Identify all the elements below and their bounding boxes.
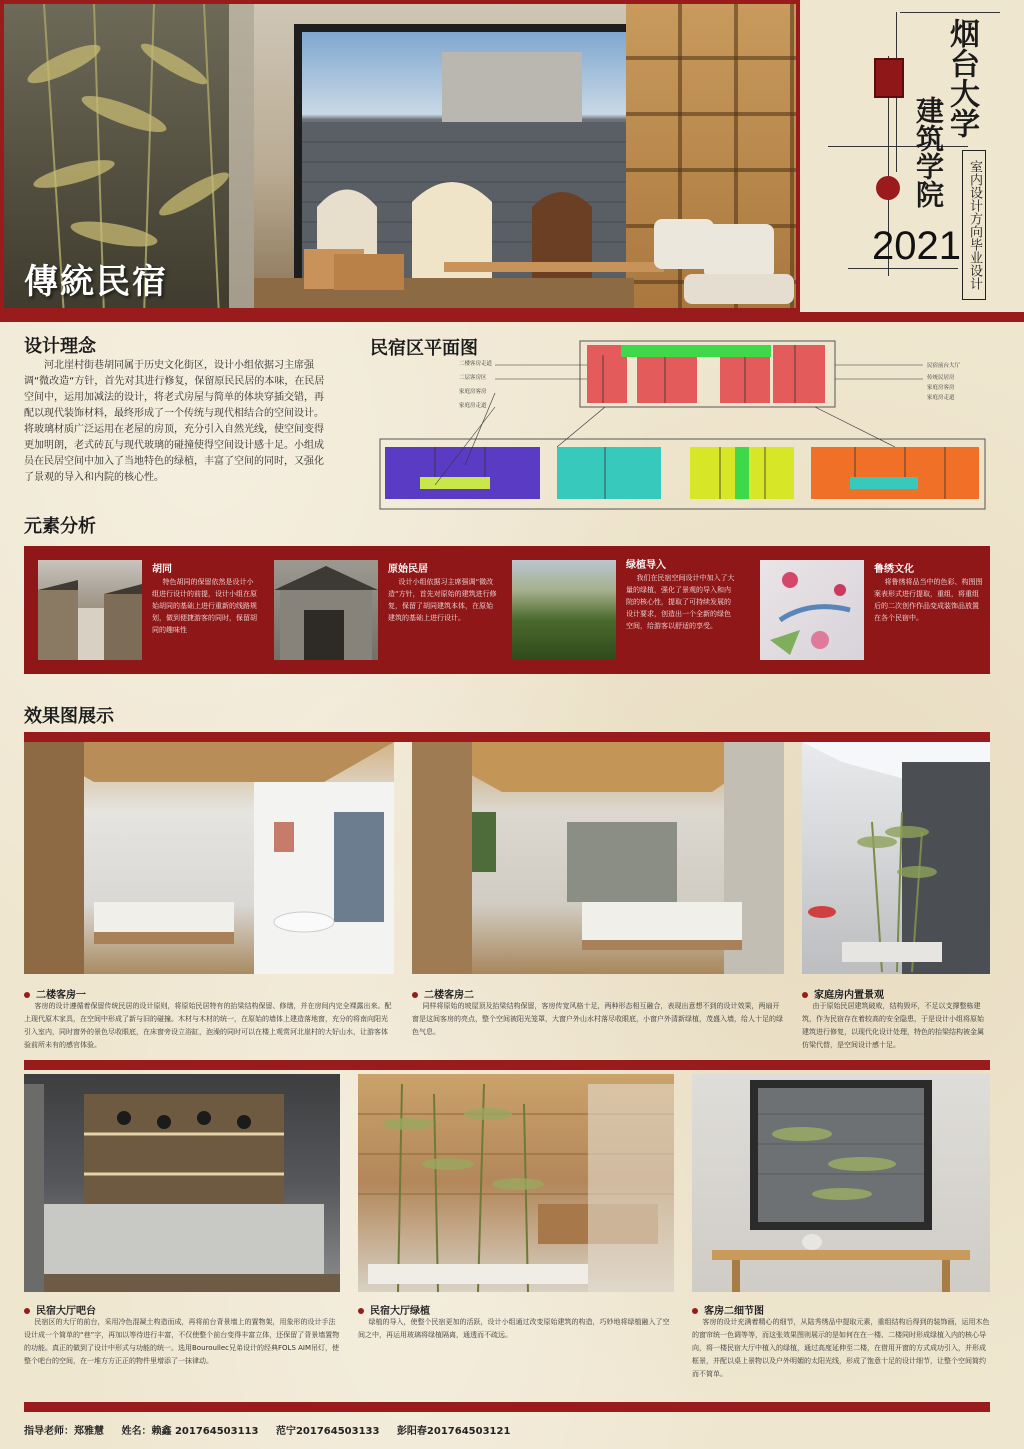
design-concept-title: 设计理念 bbox=[24, 336, 96, 357]
guest-room-one-illustration bbox=[24, 742, 394, 974]
caption-head bbox=[24, 986, 86, 1001]
member-3: 彭阳春201764503121 bbox=[396, 1426, 511, 1437]
plan-label: 家庭房走道 bbox=[927, 395, 955, 401]
caption-head bbox=[412, 986, 474, 1001]
caption-head bbox=[358, 1302, 430, 1317]
hutong-photo bbox=[38, 560, 142, 660]
floor-plan-drawing bbox=[375, 335, 995, 515]
element-text: 我们在民宿空间设计中加入了大量的绿植，强化了景观的导入和内院的核心性，提取了可持续发展的设计要求，创造出一个全新的绿色空间，给游客以舒适的享受。 bbox=[626, 574, 735, 630]
title-frame-line bbox=[828, 146, 968, 147]
year: 2021 bbox=[872, 224, 961, 268]
element-analysis-title: 元素分析 bbox=[24, 516, 96, 537]
plan-label: 家庭房客房 bbox=[459, 389, 487, 395]
plan-label: 二层客房区 bbox=[459, 375, 487, 381]
caption-head bbox=[802, 986, 884, 1001]
caption-text: 由于原始民居建筑破败，结构毁坏，不足以支撑整栋建筑，作为民宿存在着较高的安全隐患，于是设计小组将原始建筑进行修复，以现代化设计处理，特色的抬梁结构被金属仿梁代替，是空间设计感十足。 bbox=[802, 1002, 984, 1049]
family-room-landscape-illustration bbox=[802, 742, 990, 974]
element-name: 原始民居 bbox=[388, 564, 428, 575]
caption-head bbox=[692, 1302, 764, 1317]
bullet-dot bbox=[802, 992, 808, 998]
design-concept-text: 河北崖村街巷胡同属于历史文化街区，设计小组依据习主席强调“微改造“方针，首先对其进行修复，保留原民民居的本味，在民居空间中，运用加减法的设计，将老式房屋与简单的体块穿插交错，再配以现代装饰材料，最终形成了一个传统与现代相结合的空间设计。将玻璃材质广泛运用在老屋的房顶，充分引入自然光线，使空间变得更加明朗，老式砖瓦与现代玻璃的碰撞使得空间设计感十足。小组成员在民居空间中加入了当地特色的绿植，丰富了空间的同时，又强化了景观的导入和内院的核心性。 bbox=[24, 360, 325, 483]
guest-room-two-illustration bbox=[412, 742, 784, 974]
lu-embroidery-photo bbox=[760, 560, 864, 660]
room-two-detail-rendering bbox=[692, 1074, 990, 1292]
lobby-greenery-illustration bbox=[358, 1074, 674, 1292]
red-seal-stamp bbox=[874, 58, 904, 98]
old-house-illustration bbox=[274, 560, 378, 660]
guest-room-two-rendering bbox=[412, 742, 784, 974]
hutong-illustration bbox=[38, 560, 142, 660]
renderings-title: 效果图展示 bbox=[24, 706, 114, 727]
sofa-seat bbox=[684, 274, 794, 304]
caption-title: 二楼客房一 bbox=[36, 990, 86, 1001]
element-name: 胡同 bbox=[152, 564, 172, 575]
credits-footer bbox=[24, 1422, 524, 1437]
bullet-dot bbox=[692, 1308, 698, 1314]
bullet-dot bbox=[358, 1308, 364, 1314]
university-name: 烟台大学 bbox=[944, 18, 979, 138]
caption-text: 绿植的导入，使整个民宿更加的活跃，设计小组通过改变原始建筑的构造，巧妙地将绿植融入了空间之中，再运用玻璃将绿植隔离，通透而不疏远。 bbox=[358, 1318, 670, 1339]
element-text: 将鲁绣将品当中的色彩、构图图案表形式进行提取，重组，将重组后的二次创作作品变成装饰品放置在各个民宿中。 bbox=[874, 578, 983, 622]
subtitle-box: 室内设计方向毕业设计 bbox=[962, 150, 986, 300]
plan-label: 民宿前台大厅 bbox=[927, 363, 961, 369]
old-house-photo bbox=[274, 560, 378, 660]
bullet-dot bbox=[24, 992, 30, 998]
plan-label: 家庭房走道 bbox=[459, 403, 487, 409]
footer-band bbox=[24, 1402, 990, 1412]
renderings-band-top bbox=[24, 732, 990, 742]
room-two-detail-illustration bbox=[692, 1074, 990, 1292]
element-analysis-band bbox=[24, 546, 990, 674]
lobby-bar-illustration bbox=[24, 1074, 340, 1292]
element-text: 特色胡同的保留依然是设计小组进行设计的前提，设计小组在原始胡同的基础上进行重新的线路规划，做到便捷游客的同时，保留胡同的趣味性 bbox=[152, 578, 257, 634]
guest-room-one-rendering bbox=[24, 742, 394, 974]
element-name: 绿植导入 bbox=[626, 560, 666, 571]
element-name: 鲁绣文化 bbox=[874, 564, 914, 575]
lobby-bar-rendering bbox=[24, 1074, 340, 1292]
plan-label: 二楼客房走道 bbox=[459, 361, 493, 367]
bullet-dot bbox=[24, 1308, 30, 1314]
lobby-greenery-rendering bbox=[358, 1074, 674, 1292]
floor-plan-labels bbox=[459, 359, 961, 409]
lounge-chair bbox=[334, 254, 404, 290]
family-room-landscape-rendering bbox=[802, 742, 990, 974]
element-text: 设计小组依据习主席强调“微改造“方针，首先对原始的建筑进行修复，保留了胡同建筑本体，在原始建筑的基础上进行设计。 bbox=[388, 578, 497, 622]
hero-calligraphy-title: 傳統民宿 bbox=[24, 262, 168, 302]
header-divider-band bbox=[0, 312, 1024, 322]
caption-title: 民宿大厅绿植 bbox=[370, 1306, 430, 1317]
college-name: 建筑学院 bbox=[912, 96, 945, 208]
plan-label: 家庭房客房 bbox=[927, 385, 955, 391]
greenery-photo bbox=[512, 560, 616, 660]
hero-rendering bbox=[0, 0, 800, 312]
caption-title: 家庭房内置景观 bbox=[814, 990, 884, 1001]
caption-text: 客房的设计遵循着保留传统民居的设计原则，将原始民居特有的抬梁结构保留、修缮，并在房间内完全裸露出来。配上现代原木家具，在空间中形成了新与旧的碰撞。木材与木材的统一，在原始的墙体上建造落地窗，充分的将南向阳光引入室内，同时窗外的景色尽收眼底，在床窗旁设立浴缸，泡澡的同时可以在楼上观赏河北崖村的大好山水，让游客体验前所未有的感官体验。 bbox=[24, 1002, 392, 1049]
cushion bbox=[704, 224, 774, 279]
plan-label: 传统民居房 bbox=[927, 375, 955, 381]
caption-text: 同样将原始的坡屋顶及抬梁结构保留，客房传宽风格十足，两种形态相互融合，表现出意想不到的设计效果，两扇开窗是这间客房的亮点，整个空间被阳光笼罩，大窗户外山水村落尽收眼底，小窗户外清新绿植，茂盛入墙，给人十足的绿色气息。 bbox=[412, 1002, 783, 1036]
caption-title: 客房二细节图 bbox=[704, 1306, 764, 1317]
caption-text: 客房的设计充满着精心的细节，从陆秀绣品中提取元素，重组结构后得到的装饰画，运用木色的窗帘统一色调等等，而这张效果图则展示的是如何在在一楼、二楼同时形成绿植入内的核心导向，将一楼民宿大厅中植入的绿植，通过高度延伸至二楼，在借用开窗的方式成功引入，并形成框景，并配以桌上景物以及户外明媚的太阳光线，形成了饱意十足的设计细节，让整个空间简约而不简单。 bbox=[692, 1318, 990, 1378]
round-seal-stamp bbox=[876, 176, 900, 200]
embroidery-illustration bbox=[760, 560, 864, 660]
member-1: 姓名：赖鑫 201764503113 bbox=[121, 1426, 259, 1437]
floor-plan-title: 民宿区平面图 bbox=[370, 338, 478, 359]
tea-table bbox=[444, 262, 664, 272]
caption-head bbox=[24, 1302, 96, 1317]
bullet-dot bbox=[412, 992, 418, 998]
caption-text: 民宿区的大厅的前台，采用冷色混凝土构造而成，再将前台背景墙上的置物架，用象形的设计手法设计成一个简单的“巷”字，再加以等待进行丰富，不仅使整个前台变得丰富立体，还保留了背景墙置物的功能。真正的做到了设计中形式与功能的统一。选用Bouroullec兄弟设计的经典FOLS AIM吊灯，使整个吧台的空间，在一堆方方正正的物件里增添了一抹律动。 bbox=[24, 1318, 340, 1365]
caption-title: 民宿大厅吧台 bbox=[36, 1306, 96, 1317]
advisor: 指导老师：郑雅慧 bbox=[24, 1426, 104, 1437]
caption-title: 二楼客房二 bbox=[424, 990, 474, 1001]
title-frame-line bbox=[900, 12, 1000, 13]
renderings-band-middle bbox=[24, 1060, 990, 1070]
member-2: 范宁201764503133 bbox=[275, 1426, 380, 1437]
